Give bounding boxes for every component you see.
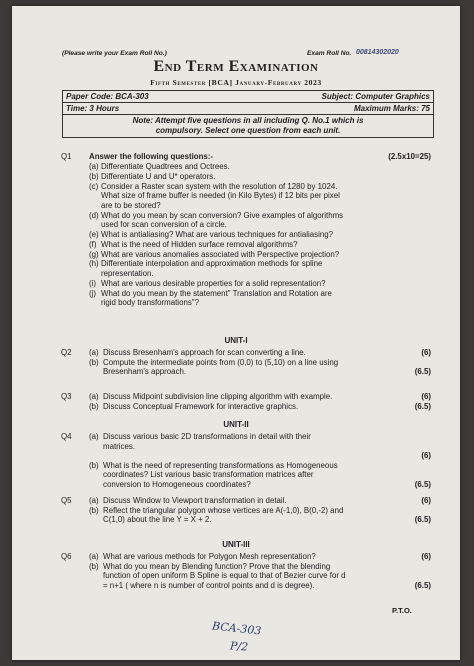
part-text-line: = n+1 ( where n is number of control points and d is degree). <box>103 580 315 590</box>
roll-number: 00814302020 <box>356 49 399 56</box>
item-label: (a) <box>89 162 99 171</box>
part-label: (a) <box>89 552 99 561</box>
paper-code: Paper Code: BCA-303 <box>66 92 149 101</box>
question-number: Q5 <box>61 496 72 505</box>
item-text-line: Differentiate interpolation and approximation methods for spline <box>101 259 323 269</box>
part-marks: (6.5) <box>414 515 431 525</box>
item-label: (i) <box>89 278 97 288</box>
item-text-line: representation. <box>101 268 154 278</box>
q1-item <box>89 211 431 230</box>
part-text-line: What are various methods for Polygon Mesh representation? <box>103 552 316 561</box>
item-text-line: What size of frame buffer is needed (in Kilo Bytes) if 12 bits per pixel <box>101 191 340 201</box>
part-marks: (6.5) <box>414 401 431 411</box>
part-marks: (6.5) <box>414 580 431 590</box>
question-number: Q6 <box>61 552 72 561</box>
handwritten-page: P/2 <box>229 639 249 654</box>
item-text-line: are to be stored? <box>101 200 161 210</box>
q1-item <box>89 162 431 172</box>
part-text-line: Discuss Midpoint subdivision line clipping algorithm with example. <box>103 392 333 401</box>
pto: P.T.O. <box>392 606 412 615</box>
note-line-1: Note: Attempt five questions in all including Q. No.1 which is <box>132 116 364 125</box>
part-text-line: Discuss Bresenham's approach for scan converting a line. <box>103 348 306 357</box>
part-label: (a) <box>89 348 99 357</box>
part-text-line: conversion to Homogeneous coordinates? <box>103 480 251 489</box>
q1-item <box>89 172 431 182</box>
note-line-2: compulsory. Select one question from each unit. <box>155 126 341 135</box>
item-text-line: What is the need of Hidden surface removal algorithms? <box>101 239 298 249</box>
item-label: (f) <box>89 239 97 249</box>
part-text-line: Discuss Window to Viewport transformation in detail. <box>103 496 287 505</box>
handwritten-code: BCA-303 <box>211 619 262 638</box>
q1-item <box>89 230 431 240</box>
part-text-line: Compute the intermediate points from (0,0) to (5,10) on a line using <box>103 357 339 367</box>
item-text-line: What are various anomalies associated with Perspective projection? <box>101 249 340 259</box>
part-marks: (6.5) <box>414 480 431 489</box>
part-text-line: What do you mean by Blending function? Prove that the blending <box>103 561 331 571</box>
question-number: Q3 <box>61 392 72 401</box>
unit-heading: UNIT-I <box>224 336 248 345</box>
part-label: (a) <box>89 392 99 401</box>
semester-line: Fifth Semester [BCA] January-February 2023 <box>150 78 322 87</box>
part-text-line: Discuss various basic 2D transformations in detail with their <box>103 432 311 441</box>
part-label: (a) <box>89 432 99 441</box>
item-text-line: used for scan conversion of a circle. <box>101 220 227 230</box>
item-label: (b) <box>89 171 99 181</box>
item-label: (e) <box>89 230 99 239</box>
q1-item <box>89 259 431 278</box>
question-1 <box>61 152 431 332</box>
item-text-line: Differentiate U and U* operators. <box>101 171 216 181</box>
q1-item <box>89 289 431 308</box>
part-text-line: matrices. <box>103 441 136 451</box>
unit-heading: UNIT-II <box>223 420 249 429</box>
q1-item <box>89 279 431 289</box>
part-marks: (6.5) <box>414 367 431 377</box>
item-label: (g) <box>89 249 99 259</box>
part-text-line: Discuss Conceptual Framework for interactive graphics. <box>103 401 299 411</box>
q1-item <box>89 240 431 250</box>
part-text-line: Reflect the triangular polygon whose vertices are A(-1,0), B(0,-2) and <box>103 505 344 515</box>
item-text-line: What are various desirable properties for a solid representation? <box>101 278 326 288</box>
part-marks: (6) <box>421 552 431 561</box>
item-text-line: Differentiate Quadtrees and Octrees. <box>101 162 230 171</box>
part-marks: (6) <box>421 496 431 505</box>
part-text-line: Bresenham's approach. <box>103 367 187 377</box>
roll-label: Exam Roll No. <box>307 50 352 57</box>
part-label: (b) <box>89 401 99 411</box>
time: Time: 3 Hours <box>66 104 120 113</box>
part-label: (a) <box>89 496 99 505</box>
exam-title: End Term Examination <box>153 58 319 75</box>
item-label: (d) <box>89 210 99 220</box>
question-number: Q2 <box>61 348 72 357</box>
question-number: Q1 <box>61 152 72 161</box>
q1-marks: (2.5x10=25) <box>388 152 431 161</box>
item-text-line: Consider a Raster scan system with the resolution of 1280 by 1024. <box>101 181 338 191</box>
part-text-line: What is the need of representing transformations as Homogeneous <box>103 460 338 470</box>
part-marks: (6) <box>421 392 431 401</box>
part-text-line: C(1,0) about the line Y = X + 2. <box>103 515 212 525</box>
item-label: (j) <box>89 288 97 298</box>
q1-heading: Answer the following questions:- <box>89 152 214 161</box>
part-label: (b) <box>89 561 99 571</box>
note-box <box>62 114 434 138</box>
part-label: (b) <box>89 505 99 515</box>
subject: Subject: Computer Graphics <box>321 92 430 101</box>
q1-item <box>89 182 431 211</box>
question-number: Q4 <box>61 432 72 441</box>
item-text-line: rigid body transformations"? <box>101 298 199 308</box>
item-text-line: What is antialiasing? What are various techniques for antialiasing? <box>101 230 334 239</box>
part-marks: (6) <box>421 451 431 461</box>
max-marks: Maximum Marks: 75 <box>353 104 430 113</box>
part-text-line: coordinates? List various basic transformation matrices after <box>103 470 314 480</box>
part-label: (b) <box>89 357 99 367</box>
exam-paper <box>12 6 460 660</box>
part-text-line: function of open uniform B Spline is equal to that of Bezier curve for d <box>103 571 346 581</box>
part-label: (b) <box>89 460 99 470</box>
item-text-line: What do you mean by the statement" Translation and Rotation are <box>101 288 332 298</box>
q1-item <box>89 250 431 260</box>
unit-heading: UNIT-III <box>222 540 250 549</box>
item-label: (c) <box>89 181 99 191</box>
item-label: (h) <box>89 259 99 269</box>
part-marks: (6) <box>421 348 431 357</box>
item-text-line: What do you mean by scan conversion? Give examples of algorithms <box>101 210 344 220</box>
units-area <box>12 336 460 616</box>
roll-note: (Please write your Exam Roll No.) <box>62 50 167 57</box>
